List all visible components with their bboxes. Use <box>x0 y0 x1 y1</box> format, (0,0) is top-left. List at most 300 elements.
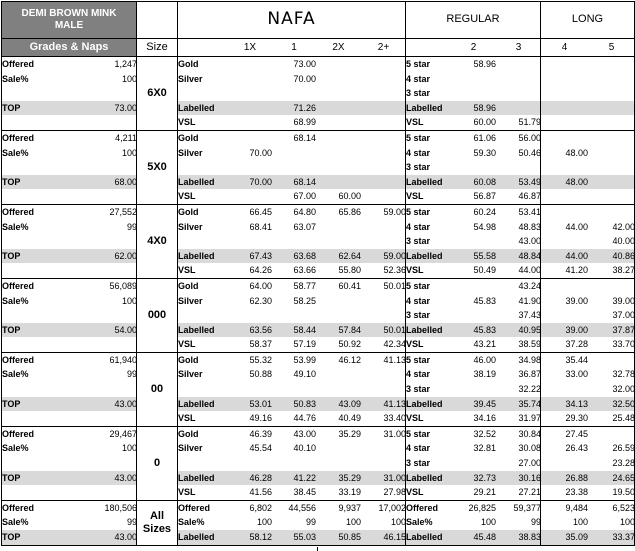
long-value: 41.20 <box>565 265 588 276</box>
regular-row-label: 4 star <box>406 443 431 454</box>
regular-row-label: Sale% <box>406 517 433 528</box>
size-header <box>137 39 178 57</box>
regular-row-label: Labelled <box>406 471 451 486</box>
size-block <box>2 278 635 352</box>
regular-row-label: Labelled <box>406 249 451 264</box>
long-cell <box>541 500 635 545</box>
col-header-long-4: 4 <box>561 42 568 53</box>
nafa-value <box>316 294 361 309</box>
grade-value <box>72 382 137 397</box>
nafa-value: 46.12 <box>338 354 361 365</box>
nafa-value: 50.83 <box>272 397 316 412</box>
regular-value: 50.49 <box>473 265 496 276</box>
regular-cell <box>406 352 541 426</box>
long-value: 33.70 <box>612 339 635 350</box>
nafa-cell <box>178 426 406 500</box>
nafa-row-label: Silver <box>178 73 203 84</box>
regular-value: 53.41 <box>518 206 541 217</box>
regular-value: 32.22 <box>518 384 541 395</box>
nafa-value <box>316 101 361 116</box>
grade-value: 99 <box>126 369 137 380</box>
grade-value: 29,467 <box>109 428 137 439</box>
regular-value: 39.45 <box>451 397 496 412</box>
nafa-row-label: Silver <box>178 443 203 454</box>
long-value <box>588 57 635 72</box>
grade-label: TOP <box>2 175 72 190</box>
long-value <box>588 279 635 294</box>
long-value <box>588 146 635 161</box>
long-value: 32.00 <box>612 384 635 395</box>
nafa-value: 38.45 <box>293 487 316 498</box>
nafa-row-label <box>178 308 228 323</box>
regular-value: 56.00 <box>518 132 541 143</box>
nafa-row-label: Gold <box>178 354 199 365</box>
header-columns-row <box>2 39 635 57</box>
nafa-value <box>316 367 361 382</box>
nafa-value: 55.80 <box>338 265 361 276</box>
size-label: Size <box>146 41 168 53</box>
long-value: 44.00 <box>565 221 588 232</box>
grade-value: 56,089 <box>109 280 137 291</box>
nafa-value <box>361 131 406 146</box>
nafa-value <box>361 146 406 161</box>
col-header-1x: 1X <box>243 42 257 53</box>
grade-label <box>2 337 72 352</box>
nafa-value: 50.01 <box>361 323 406 338</box>
long-value: 24.65 <box>588 471 635 486</box>
regular-value: 38.83 <box>496 530 541 545</box>
regular-value: 48.84 <box>496 249 541 264</box>
nafa-value: 55.32 <box>249 354 272 365</box>
size-block <box>2 204 635 278</box>
size-label: 000 <box>137 278 178 352</box>
nafa-value: 68.41 <box>249 221 272 232</box>
nafa-value: 64.26 <box>249 265 272 276</box>
long-value <box>541 205 588 220</box>
regular-value: 44.00 <box>518 265 541 276</box>
nafa-value <box>228 234 272 249</box>
size-label: 5X0 <box>137 130 178 204</box>
nafa-value <box>228 456 272 471</box>
grade-value <box>72 189 137 204</box>
nafa-value: 55.03 <box>272 530 316 545</box>
grade-label: TOP <box>2 323 72 338</box>
footer-divider <box>317 547 318 551</box>
nafa-value <box>316 234 361 249</box>
nafa-cell <box>178 130 406 204</box>
nafa-value: 67.00 <box>293 191 316 202</box>
regular-value: 30.84 <box>518 428 541 439</box>
regular-cell <box>406 204 541 278</box>
grade-value: 180,506 <box>104 502 137 513</box>
nafa-value: 27.98 <box>383 487 406 498</box>
nafa-value <box>361 86 406 101</box>
long-value: 32.78 <box>612 369 635 380</box>
nafa-value <box>361 220 406 235</box>
nafa-row-label <box>178 382 228 397</box>
nafa-value: 60.00 <box>338 191 361 202</box>
regular-row-label: 4 star <box>406 73 431 84</box>
nafa-row-label: Labelled <box>178 530 228 545</box>
nafa-value: 60.41 <box>338 280 361 291</box>
regular-value: 99 <box>530 517 541 528</box>
regular-value <box>496 86 541 101</box>
nafa-value: 49.10 <box>293 369 316 380</box>
nafa-value: 50.92 <box>338 339 361 350</box>
nafa-value: 43.00 <box>293 428 316 439</box>
grade-label: Sale% <box>2 443 29 454</box>
col-header-long-5: 5 <box>608 42 615 53</box>
nafa-value <box>316 86 361 101</box>
nafa-row-label: VSL <box>178 191 196 202</box>
regular-value: 100 <box>480 517 496 528</box>
regular-row-label: Labelled <box>406 397 451 412</box>
regular-label: REGULAR <box>446 13 500 25</box>
grade-value: 100 <box>121 295 137 306</box>
long-value <box>541 131 588 146</box>
regular-value: 46.00 <box>473 354 496 365</box>
regular-value: 36.87 <box>518 369 541 380</box>
regular-row-label: Labelled <box>406 175 451 190</box>
regular-value <box>451 234 496 249</box>
long-value: 40.86 <box>588 249 635 264</box>
nafa-value <box>316 456 361 471</box>
regular-value <box>451 72 496 87</box>
long-value <box>541 308 588 323</box>
nafa-value <box>361 441 406 456</box>
col-header-reg-3: 3 <box>515 42 522 53</box>
size-block <box>2 57 635 131</box>
grade-label: Sale% <box>2 221 29 232</box>
grades-naps-label: Grades & Naps <box>29 41 109 53</box>
regular-value: 30.08 <box>518 443 541 454</box>
nafa-value: 41.13 <box>361 397 406 412</box>
regular-value: 53.49 <box>496 175 541 190</box>
nafa-value <box>272 86 316 101</box>
nafa-value: 42.34 <box>383 339 406 350</box>
regular-row-label: 4 star <box>406 221 431 232</box>
long-value: 100 <box>572 517 588 528</box>
regular-value: 50.46 <box>518 147 541 158</box>
long-value <box>588 353 635 368</box>
grade-label: Offered <box>2 428 35 439</box>
nafa-value <box>316 175 361 190</box>
long-cell <box>541 130 635 204</box>
regular-row-label: 3 star <box>406 310 431 321</box>
nafa-value: 57.19 <box>293 339 316 350</box>
nafa-value <box>316 57 361 72</box>
grade-label: Offered <box>2 132 35 143</box>
long-value: 6,523 <box>612 502 635 513</box>
nafa-value <box>272 456 316 471</box>
nafa-value: 33.19 <box>338 487 361 498</box>
regular-value <box>451 160 496 175</box>
nafa-value: 45.54 <box>249 443 272 454</box>
nafa-value: 99 <box>305 517 316 528</box>
regular-cell <box>406 130 541 204</box>
grade-value: 54.00 <box>72 323 137 338</box>
nafa-value <box>228 308 272 323</box>
long-value: 33.00 <box>565 369 588 380</box>
long-cell <box>541 278 635 352</box>
regular-value: 55.58 <box>451 249 496 264</box>
nafa-row-label: VSL <box>178 413 196 424</box>
grade-value: 99 <box>126 221 137 232</box>
nafa-value: 59.00 <box>361 249 406 264</box>
long-value: 39.00 <box>541 323 588 338</box>
nafa-value: 46.28 <box>228 471 272 486</box>
grades-cell <box>2 57 137 131</box>
grade-value <box>72 337 137 352</box>
size-label: 6X0 <box>137 57 178 131</box>
long-cell <box>541 352 635 426</box>
nafa-col-headers <box>178 39 406 57</box>
regular-row-label: VSL <box>406 413 424 424</box>
long-value: 26.88 <box>541 471 588 486</box>
regular-value <box>496 101 541 116</box>
nafa-value: 41.56 <box>249 487 272 498</box>
grade-label: TOP <box>2 397 72 412</box>
long-value: 25.48 <box>612 413 635 424</box>
grade-label: Sale% <box>2 295 29 306</box>
nafa-value <box>228 72 272 87</box>
long-value: 37.87 <box>588 323 635 338</box>
grade-label <box>2 86 72 101</box>
regular-row-label: 5 star <box>406 132 431 143</box>
grades-cell <box>2 278 137 352</box>
nafa-value <box>361 72 406 87</box>
long-value <box>541 72 588 87</box>
regular-value: 45.48 <box>451 530 496 545</box>
long-value <box>541 382 588 397</box>
nafa-value: 6,802 <box>249 502 272 513</box>
nafa-value <box>316 115 361 130</box>
nafa-value: 41.22 <box>272 471 316 486</box>
regular-row-label: 5 star <box>406 280 431 291</box>
grade-label <box>2 263 72 278</box>
grade-label <box>2 382 72 397</box>
nafa-row-label: Gold <box>178 428 199 439</box>
long-value <box>588 86 635 101</box>
size-header-top <box>137 2 178 39</box>
grade-value: 100 <box>121 73 137 84</box>
long-value: 34.13 <box>541 397 588 412</box>
long-value: 35.09 <box>541 530 588 545</box>
nafa-value: 64.80 <box>293 206 316 217</box>
long-value: 37.28 <box>565 339 588 350</box>
regular-row-label: 3 star <box>406 384 431 395</box>
results-table <box>1 1 635 546</box>
nafa-value: 63.68 <box>272 249 316 264</box>
nafa-value <box>316 146 361 161</box>
nafa-value: 50.01 <box>383 280 406 291</box>
title-line1: DEMI BROWN MINK <box>21 8 117 19</box>
grades-naps-header <box>2 39 137 57</box>
regular-value <box>451 308 496 323</box>
long-label: LONG <box>571 13 604 25</box>
regular-row-label: Labelled <box>406 530 451 545</box>
regular-value: 40.95 <box>496 323 541 338</box>
grade-label <box>2 234 72 249</box>
nafa-value: 100 <box>256 517 272 528</box>
grade-label: TOP <box>2 101 72 116</box>
nafa-value: 100 <box>390 517 406 528</box>
nafa-value: 63.66 <box>293 265 316 276</box>
grade-label <box>2 456 72 471</box>
grade-label: TOP <box>2 471 72 486</box>
regular-value: 31.97 <box>518 413 541 424</box>
regular-value: 43.00 <box>518 236 541 247</box>
grade-value: 99 <box>126 517 137 528</box>
long-cell <box>541 57 635 131</box>
nafa-value: 62.30 <box>249 295 272 306</box>
regular-value: 32.81 <box>473 443 496 454</box>
nafa-value <box>361 101 406 116</box>
nafa-row-label: Labelled <box>178 101 228 116</box>
grade-label: TOP <box>2 249 72 264</box>
long-value: 23.38 <box>565 487 588 498</box>
nafa-row-label: Labelled <box>178 397 228 412</box>
nafa-value <box>316 160 361 175</box>
long-value: 40.00 <box>612 236 635 247</box>
col-header-2plus: 2+ <box>377 42 390 53</box>
long-header <box>541 2 635 39</box>
long-value <box>541 57 588 72</box>
grade-value <box>72 234 137 249</box>
regular-row-label: VSL <box>406 191 424 202</box>
regular-row-label: 5 star <box>406 59 431 69</box>
regular-value: 60.00 <box>473 117 496 128</box>
nafa-value <box>361 456 406 471</box>
regular-row-label: VSL <box>406 117 424 128</box>
nafa-value: 31.00 <box>361 471 406 486</box>
col-header-reg-2: 2 <box>470 42 477 53</box>
nafa-row-label: Silver <box>178 369 203 380</box>
long-value <box>541 189 588 204</box>
nafa-value <box>361 175 406 190</box>
nafa-value: 57.84 <box>316 323 361 338</box>
nafa-value <box>316 382 361 397</box>
grade-value: 68.00 <box>72 175 137 190</box>
totals-block <box>2 500 635 545</box>
nafa-value: 68.99 <box>293 117 316 128</box>
regular-value: 48.83 <box>518 221 541 232</box>
regular-row-label: VSL <box>406 487 424 498</box>
nafa-value: 53.01 <box>228 397 272 412</box>
nafa-value: 58.44 <box>272 323 316 338</box>
nafa-row-label: Gold <box>178 206 199 217</box>
nafa-row-label <box>178 456 228 471</box>
long-value: 27.45 <box>565 428 588 439</box>
regular-value <box>451 382 496 397</box>
nafa-value: 70.00 <box>249 147 272 158</box>
nafa-row-label <box>178 234 228 249</box>
grade-value <box>72 115 137 130</box>
grade-label <box>2 411 72 426</box>
nafa-value: 35.29 <box>316 471 361 486</box>
regular-value: 30.16 <box>496 471 541 486</box>
nafa-row-label: Offered <box>178 502 211 513</box>
nafa-row-label: Gold <box>178 132 199 143</box>
regular-value: 26,825 <box>468 502 496 513</box>
regular-cell <box>406 278 541 352</box>
regular-row-label: 4 star <box>406 369 431 380</box>
nafa-value <box>316 308 361 323</box>
grade-value: 61,940 <box>109 354 137 365</box>
nafa-value <box>272 308 316 323</box>
grade-label: Offered <box>2 502 35 513</box>
nafa-value: 44,556 <box>288 502 316 513</box>
nafa-cell <box>178 204 406 278</box>
regular-value: 59.30 <box>473 147 496 158</box>
grade-value: 100 <box>121 443 137 454</box>
nafa-logo <box>178 2 406 39</box>
nafa-value <box>361 189 406 204</box>
long-col-headers <box>541 39 635 57</box>
regular-header <box>406 2 541 39</box>
long-value <box>541 456 588 471</box>
grade-label: Sale% <box>2 73 29 84</box>
nafa-value: 43.09 <box>316 397 361 412</box>
regular-row-label: 3 star <box>406 458 431 469</box>
nafa-row-label: VSL <box>178 487 196 498</box>
long-value: 37.00 <box>612 310 635 321</box>
nafa-value <box>316 441 361 456</box>
regular-cell <box>406 426 541 500</box>
nafa-value: 49.16 <box>249 413 272 424</box>
grade-label <box>2 485 72 500</box>
regular-row-label: 3 star <box>406 162 431 173</box>
long-value <box>588 115 635 130</box>
regular-row-label: VSL <box>406 265 424 276</box>
nafa-value <box>228 160 272 175</box>
nafa-row-label: Labelled <box>178 175 228 190</box>
grade-label <box>2 160 72 175</box>
regular-value: 32.52 <box>473 428 496 439</box>
long-value: 35.44 <box>565 354 588 365</box>
grade-label: TOP <box>2 530 72 545</box>
nafa-value: 40.49 <box>338 413 361 424</box>
nafa-value <box>361 57 406 72</box>
grades-cell <box>2 352 137 426</box>
grade-value <box>72 160 137 175</box>
grade-value: 43.00 <box>72 397 137 412</box>
sales-results-sheet <box>1 1 634 548</box>
regular-value: 43.21 <box>473 339 496 350</box>
nafa-value: 65.86 <box>338 206 361 217</box>
regular-value: 51.79 <box>518 117 541 128</box>
long-value <box>588 205 635 220</box>
long-value <box>588 101 635 116</box>
nafa-value: 50.85 <box>316 530 361 545</box>
nafa-row-label: Silver <box>178 147 203 158</box>
nafa-value <box>228 86 272 101</box>
size-block <box>2 130 635 204</box>
grade-value <box>72 86 137 101</box>
regular-value: 35.74 <box>496 397 541 412</box>
size-label: 00 <box>137 352 178 426</box>
nafa-value <box>228 57 272 72</box>
long-value <box>588 160 635 175</box>
grade-label: Offered <box>2 206 35 217</box>
grades-cell <box>2 130 137 204</box>
long-value <box>541 115 588 130</box>
grade-label: Sale% <box>2 517 29 528</box>
nafa-value: 50.88 <box>249 369 272 380</box>
regular-cell <box>406 57 541 131</box>
long-value <box>541 279 588 294</box>
regular-value <box>451 86 496 101</box>
